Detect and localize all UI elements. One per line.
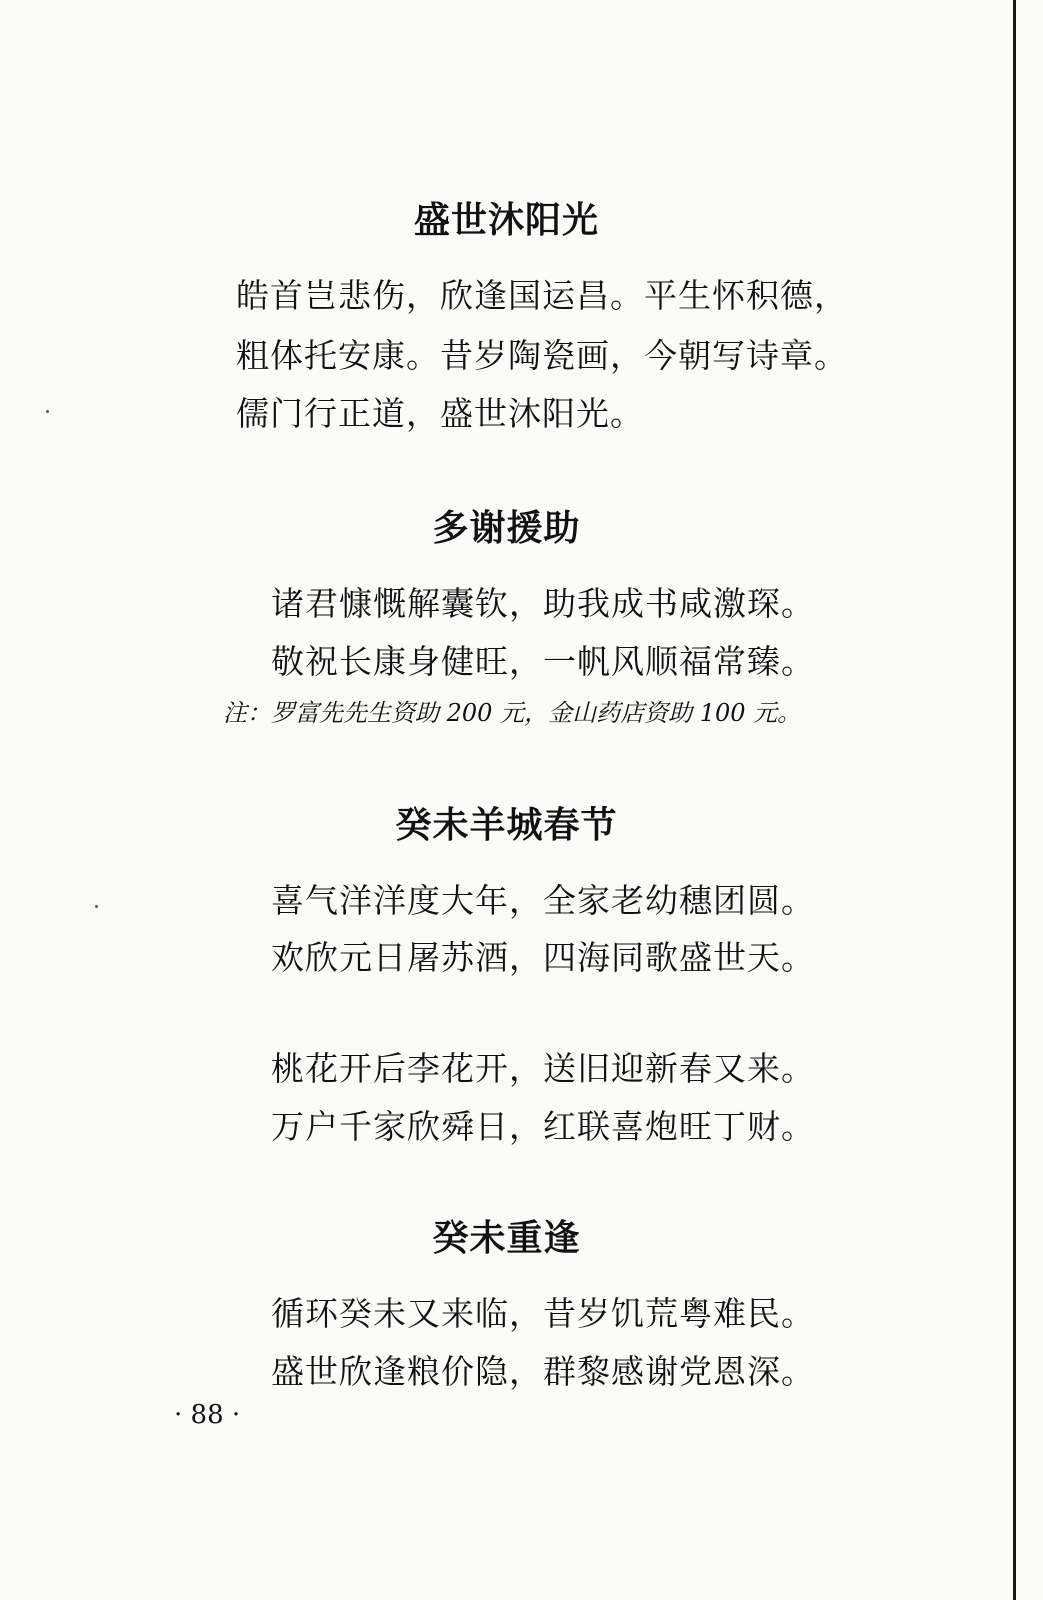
poem-title: 多谢援助 [432, 508, 581, 549]
poem-line: 诸君慷慨解囊钦，助我成书咸激琛。 [271, 584, 815, 623]
poem-line: 循环癸未又来临，昔岁饥荒粤难民。 [271, 1294, 815, 1333]
poem-title: 癸未羊城春节 [395, 805, 618, 846]
poem-title: 癸未重逢 [432, 1218, 581, 1259]
scan-speck [95, 905, 98, 908]
poem-title: 盛世沐阳光 [413, 200, 599, 241]
poem-note: 注：罗富先先生资助 200 元，金山药店资助 100 元。 [223, 699, 802, 727]
page-edge-line [1013, 0, 1016, 1600]
poem-line: 喜气洋洋度大年，全家老幼穗团圆。 [271, 881, 815, 920]
scan-speck [46, 410, 49, 413]
poem-line: 粗体托安康。昔岁陶瓷画，今朝写诗章。 [236, 336, 848, 375]
poem-line: 敬祝长康身健旺，一帆风顺福常臻。 [271, 642, 815, 681]
poem-line: 皓首岂悲伤，欣逢国运昌。平生怀积德， [236, 276, 848, 315]
poem-line: 儒门行正道，盛世沐阳光。 [236, 394, 644, 433]
poem-line: 桃花开后李花开，送旧迎新春又来。 [271, 1049, 815, 1088]
poem-line: 万户千家欣舜日，红联喜炮旺丁财。 [271, 1107, 815, 1146]
poem-line: 欢欣元日屠苏酒，四海同歌盛世天。 [271, 938, 815, 977]
poem-line: 盛世欣逢粮价隐，群黎感谢党恩深。 [271, 1352, 815, 1391]
page-number: · 88 · [174, 1400, 241, 1430]
